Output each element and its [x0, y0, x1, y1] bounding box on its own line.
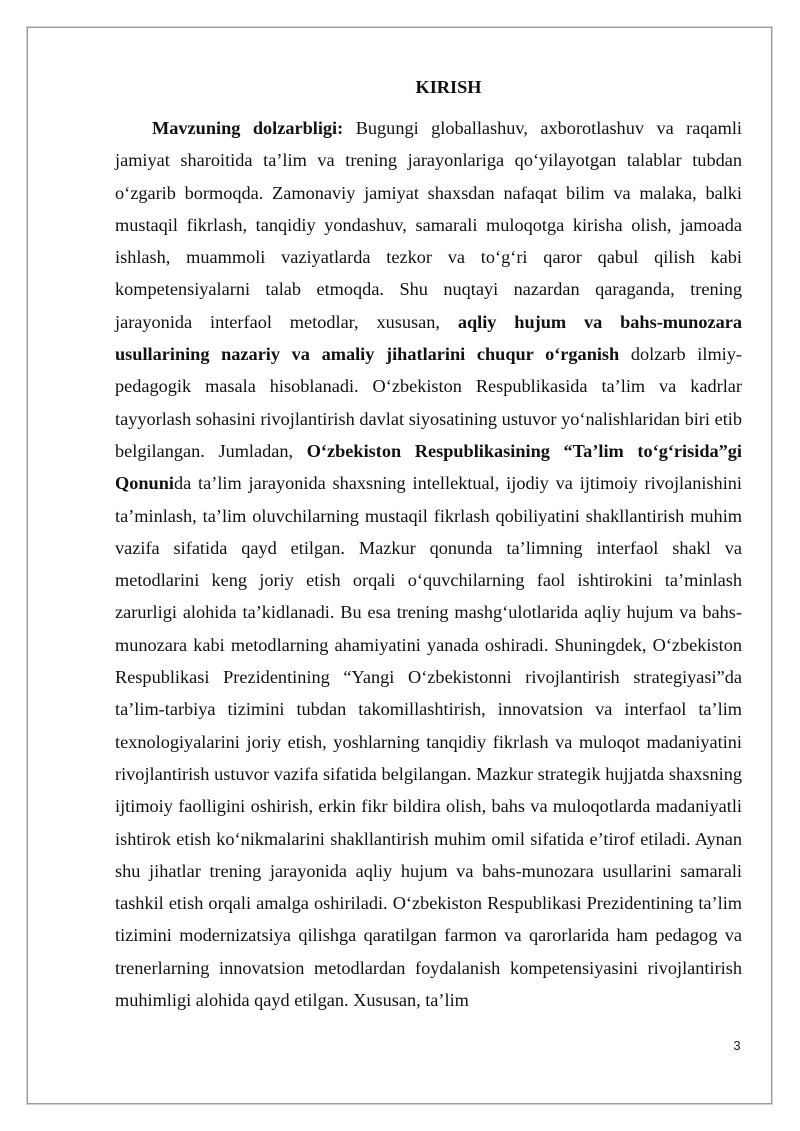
body-paragraph: [115, 112, 742, 1016]
emphasized-phrase-methods: aqliy hujum va bahs-munozara usullarining nazariy va amaliy jihatlarini chuqur o‘rganish: [115, 311, 742, 365]
section-heading: KIRISH: [415, 77, 482, 97]
page-number: 3: [733, 1038, 741, 1053]
paragraph-text-2: dolzarb ilmiy-pedagogik masala hisoblanadi. O‘zbekiston Respublikasida ta’lim va kadrlar tayyorlash sohasini rivojlantirish davlat siyosatining ustuvor yo‘nalishlaridan biri etib belgilangan. Jumladan,: [115, 344, 742, 461]
page-content: [115, 70, 742, 1016]
relevance-label: Mavzuning dolzarbligi:: [152, 118, 344, 138]
paragraph-text-1: Bugungi globallashuv, axborotlashuv va raqamli jamiyat sharoitida ta’lim va trening jarayonlariga qo‘yilayotgan talablar tubdan o‘zgarib bormoqda. Zamonaviy jamiyat shaxsdan nafaqat bilim va malaka, balki mustaqil fikrlash, tanqidiy yondashuv, samarali muloqotga kirisha olish, jamoada ishlash, muammoli vaziyatlarda tezkor va to‘g‘ri qaror qabul qilish kabi kompetensiyalarni talab etmoqda. Shu nuqtayi nazardan qaraganda, trening jarayonida interfaol metodlar, xususan,: [115, 118, 742, 332]
emphasized-phrase-law: O‘zbekiston Respublikasining “Ta’lim to‘g‘risida”gi Qonuni: [115, 440, 742, 494]
paragraph-text-3: da ta’lim jarayonida shaxsning intellektual, ijodiy va ijtimoiy rivojlanishini ta’minlash, ta’lim oluvchilarning mustaqil fikrlash qobiliyatini shakllantirish muhim vazifa sifatida qayd etilgan. Mazkur qonunda ta’limning interfaol shakl va metodlarini keng joriy etish orqali o‘quvchilarning faol ishtirokini ta’minlash zarurligi alohida ta’kidlanadi. Bu esa trening mashg‘ulotlarida aqliy hujum va bahs-munozara kabi metodlarning ahamiyatini yanada oshiradi. Shuningdek, O‘zbekiston Respublikasi Prezidentining “Yangi O‘zbekistonni rivojlantirish strategiyasi”da ta’lim-tarbiya tizimini tubdan takomillashtirish, innovatsion va interfaol ta’lim texnologiyalarini joriy etish, yoshlarning tanqidiy fikrlash va muloqot madaniyatini rivojlantirish ustuvor vazifa sifatida belgilangan. Mazkur strategik hujjatda shaxsning ijtimoiy faolligini oshirish, erkin fikr bildira olish, bahs va muloqotlarda madaniyatli ishtirok etish ko‘nikmalarini shakllantirish muhim omil sifatida e’tirof etiladi. Aynan shu jihatlar trening jarayonida aqliy hujum va bahs-munozara usullarini samarali tashkil etish orqali amalga oshiriladi. O‘zbekiston Respublikasi Prezidentining ta’lim tizimini modernizatsiya qilishga qaratilgan farmon va qarorlarida ham pedagog va trenerlarning innovatsion metodlardan foydalanish kompetensiyasini rivojlantirish muhimligi alohida qayd etilgan. Xususan, ta’lim: [115, 473, 742, 1011]
